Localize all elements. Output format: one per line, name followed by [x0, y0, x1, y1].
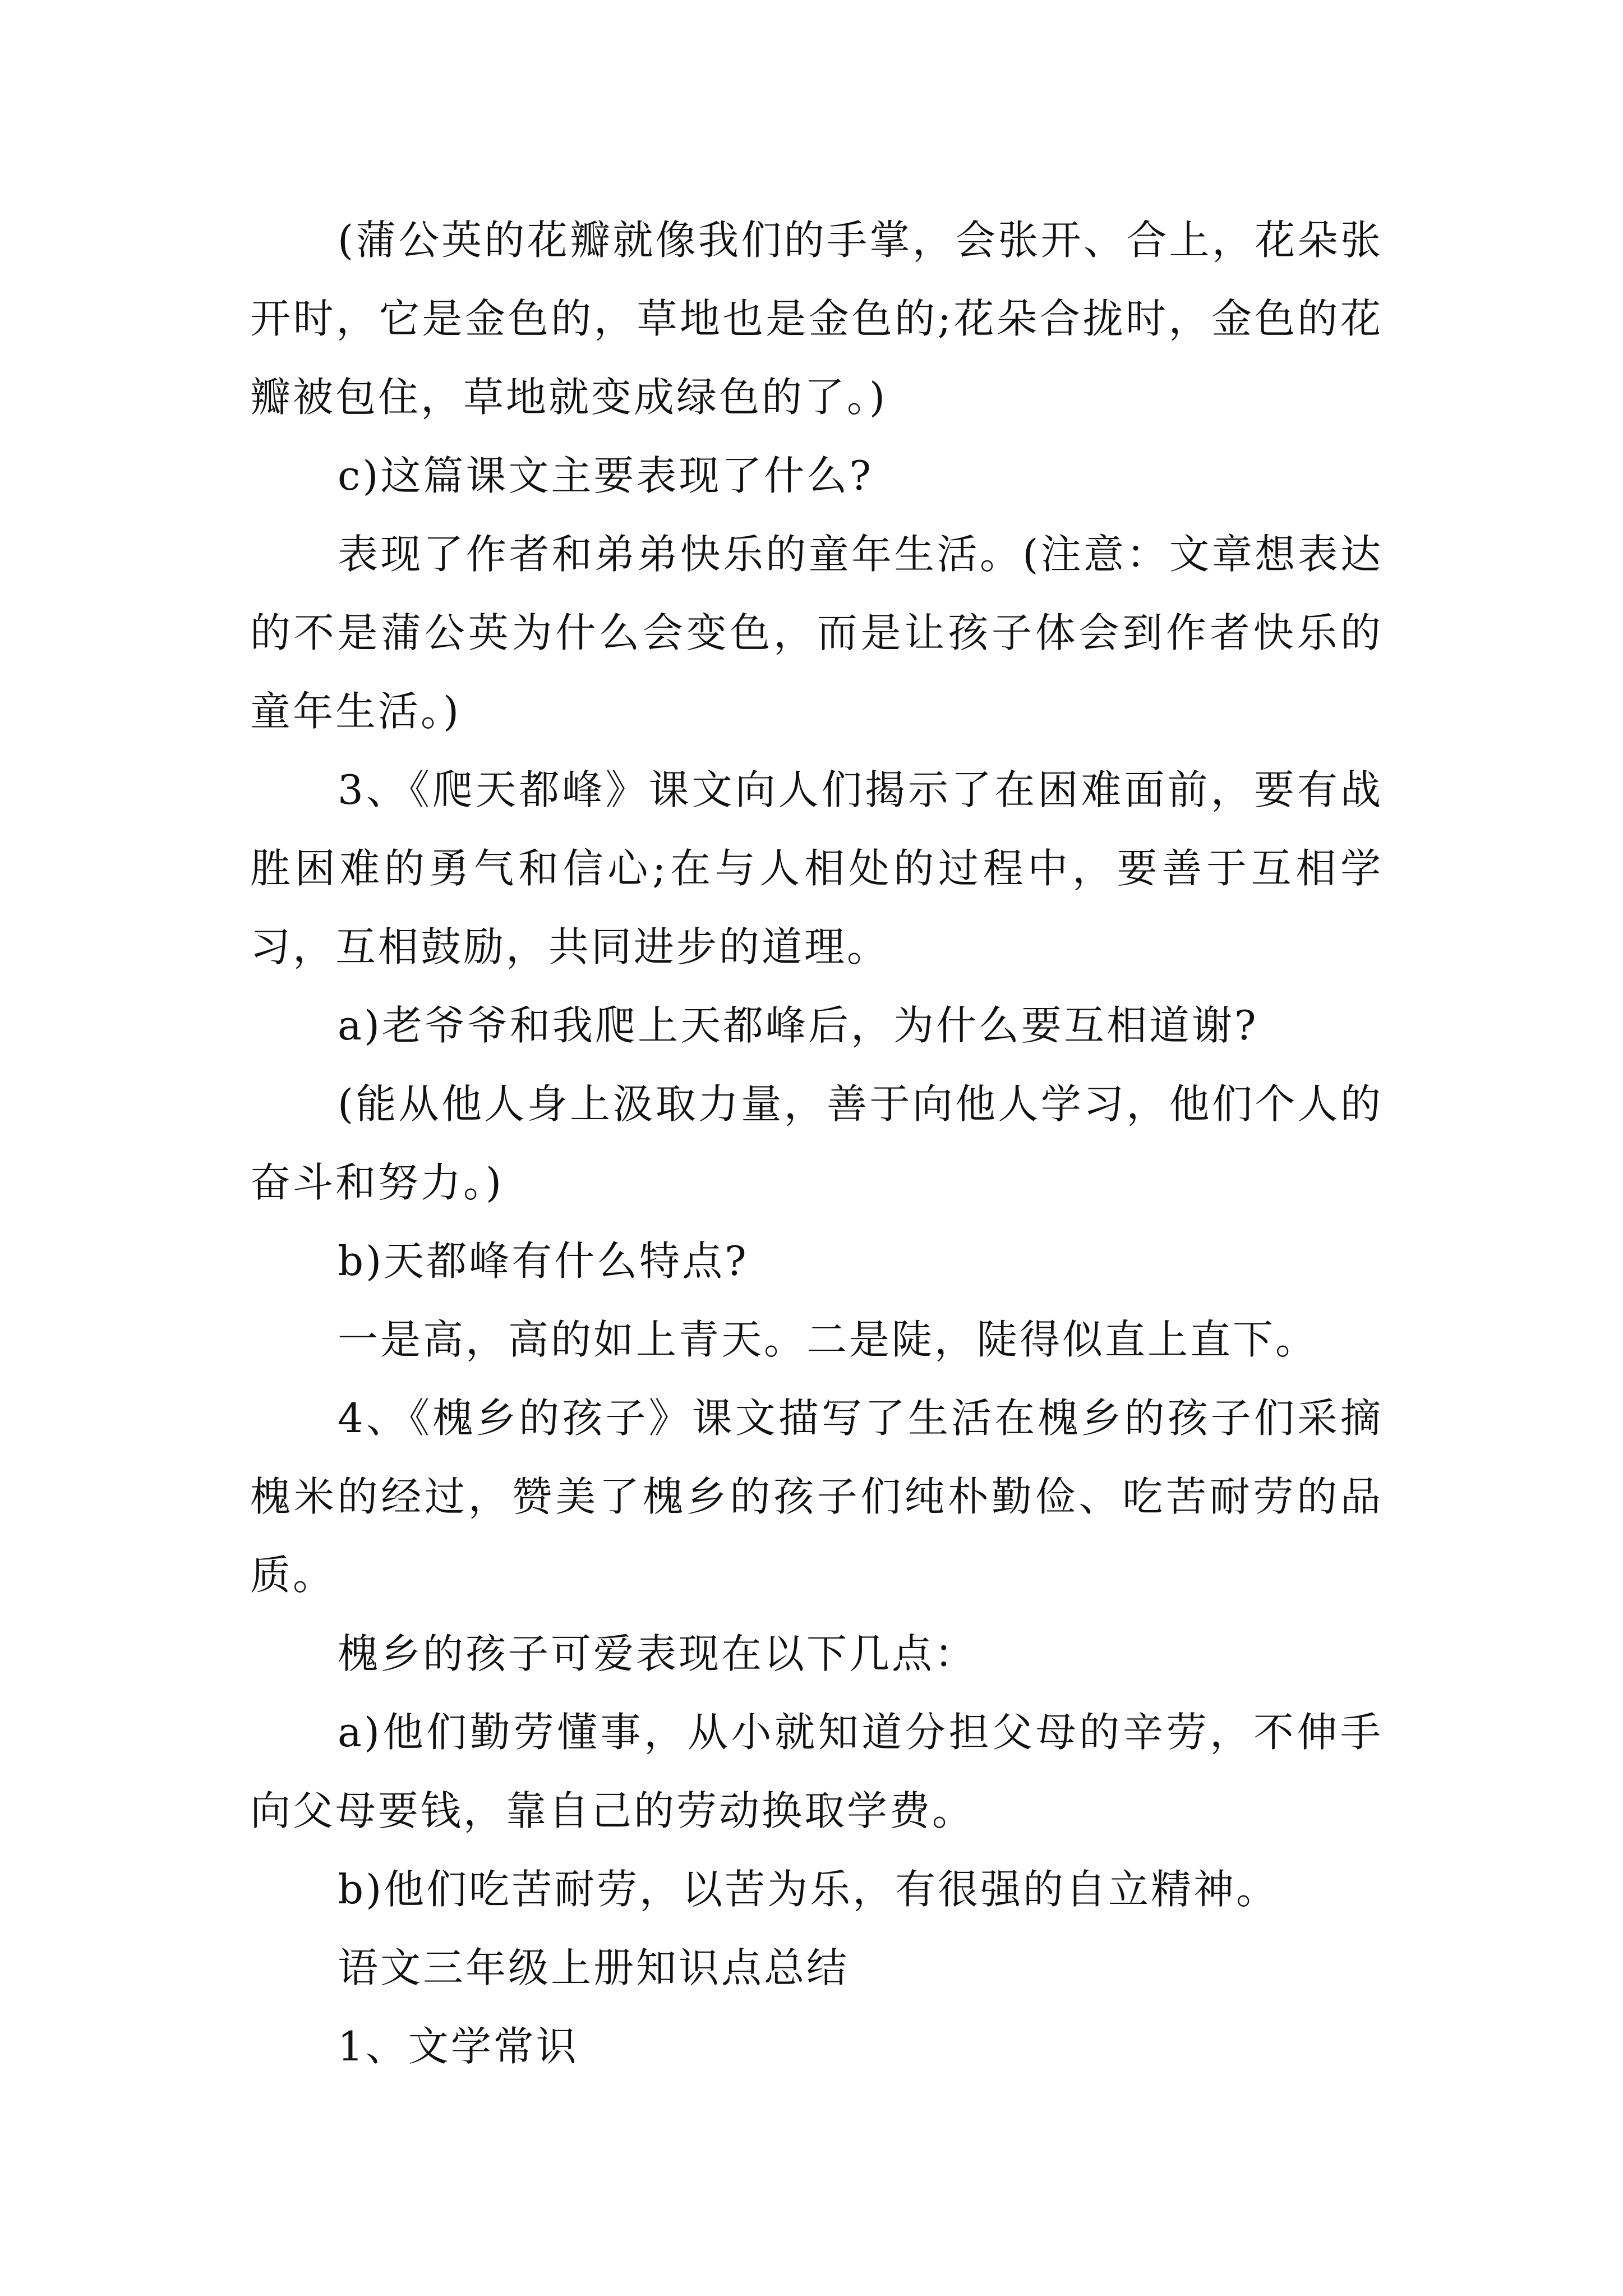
paragraph-answer-a: (能从他人身上汲取力量，善于向他人学习，他们个人的奋斗和努力。): [250, 1080, 1383, 1206]
paragraph-question-c: c)这篇课文主要表现了什么?: [338, 452, 874, 499]
document-body: [250, 201, 1383, 2086]
paragraph-question-b: b)天都峰有什么特点?: [338, 1237, 749, 1285]
paragraph-answer-c: 表现了作者和弟弟快乐的童年生活。(注意：文章想表达的不是蒲公英为什么会变色，而是让孩子体会到作者快乐的童年生活。): [250, 531, 1383, 735]
paragraph-section-3: 3、《爬天都峰》课文向人们揭示了在困难面前，要有战胜困难的勇气和信心;在与人相处的过程中，要善于互相学习，互相鼓励，共同进步的道理。: [250, 766, 1383, 970]
paragraph-point-a: a)他们勤劳懂事，从小就知道分担父母的辛劳，不伸手向父母要钱，靠自己的劳动换取学费。: [250, 1709, 1383, 1834]
paragraph-point-b: b)他们吃苦耐劳，以苦为乐，有很强的自立精神。: [338, 1866, 1279, 1913]
paragraph-question-a: a)老爷爷和我爬上天都峰后，为什么要互相道谢?: [338, 1002, 1258, 1049]
paragraph-literature-heading: 1、文学常识: [338, 2023, 579, 2070]
paragraph-answer-b: 一是高，高的如上青天。二是陡，陡得似直上直下。: [338, 1316, 1318, 1363]
paragraph-points-intro: 槐乡的孩子可爱表现在以下几点：: [338, 1630, 978, 1677]
paragraph-dandelion-explanation: (蒲公英的花瓣就像我们的手掌，会张开、合上，花朵张开时，它是金色的，草地也是金色的;花朵合拢时，金色的花瓣被包住，草地就变成绿色的了。): [250, 217, 1383, 421]
paragraph-summary-title: 语文三年级上册知识点总结: [338, 1944, 850, 1991]
paragraph-section-4: 4、《槐乡的孩子》课文描写了生活在槐乡的孩子们采摘槐米的经过，赞美了槐乡的孩子们纯朴勤俭、吃苦耐劳的品质。: [250, 1395, 1383, 1599]
